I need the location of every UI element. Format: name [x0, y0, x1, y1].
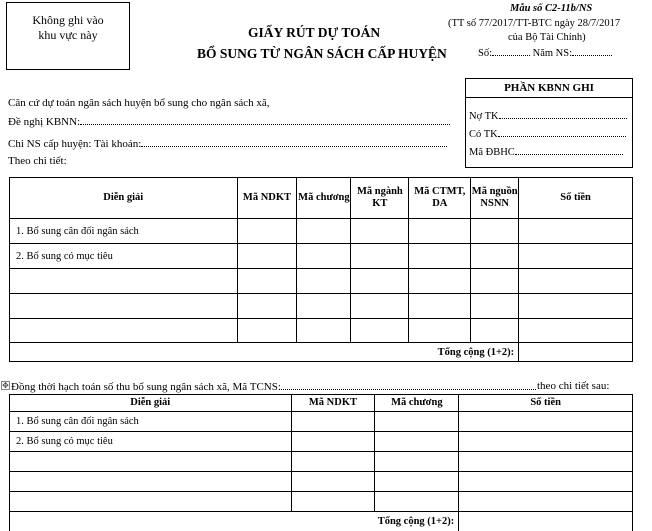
table-row	[10, 452, 633, 472]
table-row	[10, 244, 633, 269]
total-value-cell[interactable]	[459, 512, 633, 531]
table-cell[interactable]	[519, 269, 633, 294]
form-issuer: của Bộ Tài Chính)	[508, 32, 586, 43]
not-write-line1: Không ghi vào	[32, 13, 104, 27]
chi-ns-line	[8, 137, 447, 150]
row-label: 2. Bổ sung có mục tiêu	[10, 244, 238, 269]
header-dien-giai: Diễn giải	[10, 395, 292, 412]
header-ma-nganh-kt: Mã ngành KT	[351, 178, 409, 219]
de-nghi-line	[8, 115, 450, 128]
table-cell[interactable]	[519, 319, 633, 343]
chi-ns-dots[interactable]	[141, 137, 447, 147]
no-tk-label: Nợ TK	[469, 111, 499, 122]
row-label[interactable]	[10, 319, 238, 343]
table-cell[interactable]	[297, 319, 351, 343]
table-cell[interactable]	[459, 492, 633, 512]
table-cell[interactable]	[375, 412, 459, 432]
table-cell[interactable]	[375, 472, 459, 492]
ma-dbhc-dots[interactable]	[515, 145, 623, 155]
table-row	[10, 219, 633, 244]
table-cell[interactable]	[471, 319, 519, 343]
table-cell[interactable]	[237, 319, 297, 343]
no-tk-dots[interactable]	[499, 109, 627, 119]
table-row	[10, 472, 633, 492]
section-2-tail: theo chi tiết sau:	[537, 380, 610, 392]
chi-ns-label: Chi NS cấp huyện: Tài khoản:	[8, 138, 142, 150]
table-row	[10, 492, 633, 512]
table-cell[interactable]	[297, 219, 351, 244]
table-row	[10, 412, 633, 432]
table-cell[interactable]	[409, 269, 471, 294]
can-cu-text: Căn cứ dự toán ngân sách huyện bổ sung cho ngân sách xã,	[8, 97, 270, 109]
form-circular: (TT số 77/2017/TT-BTC ngày 28/7/2017	[448, 18, 621, 29]
table-row	[10, 319, 633, 343]
row-label: 1. Bổ sung cân đối ngân sách	[10, 219, 238, 244]
header-ma-nguon-nsnn: Mã nguồn NSNN	[471, 178, 519, 219]
co-tk-line	[469, 127, 626, 140]
table-1-total-row	[10, 343, 633, 362]
table-cell[interactable]	[375, 492, 459, 512]
row-label: 1. Bổ sung cân đối ngân sách	[10, 412, 292, 432]
table-cell[interactable]	[351, 294, 409, 319]
form-title: GIẤY RÚT DỰ TOÁN	[248, 25, 381, 40]
total-label: Tổng cộng (1+2):	[10, 512, 459, 531]
total-label: Tổng cộng (1+2):	[10, 343, 519, 362]
table-1	[9, 177, 633, 362]
form-subtitle: BỔ SUNG TỪ NGÂN SÁCH CẤP HUYỆN	[197, 46, 447, 61]
form-number-line	[478, 46, 612, 60]
table-cell[interactable]	[409, 244, 471, 269]
header-dien-giai: Diễn giải	[10, 178, 238, 219]
table-cell[interactable]	[297, 244, 351, 269]
table-cell[interactable]	[459, 472, 633, 492]
nam-ns-label: Năm NS:	[532, 48, 573, 59]
table-cell[interactable]	[291, 492, 375, 512]
table-row	[10, 432, 633, 452]
ma-dbhc-label: Mã ĐBHC	[469, 147, 515, 158]
section-2-text: Đồng thời hạch toán số thu bổ sung ngân sách xã, Mã TCNS:	[11, 381, 281, 393]
table-cell[interactable]	[459, 412, 633, 432]
table-2-total-row	[10, 512, 633, 531]
header-so-tien: Số tiền	[519, 178, 633, 219]
nam-ns-dots[interactable]	[572, 46, 612, 56]
header-so-tien: Số tiền	[459, 395, 633, 412]
table-cell[interactable]	[237, 244, 297, 269]
not-write-area-box	[6, 2, 130, 70]
row-label: 2. Bổ sung có mục tiêu	[10, 432, 292, 452]
table-cell[interactable]	[291, 472, 375, 492]
table-cell[interactable]	[291, 452, 375, 472]
no-tk-line	[469, 109, 627, 122]
header-ma-chuong: Mã chương	[375, 395, 459, 412]
row-label[interactable]	[10, 472, 292, 492]
table-cell[interactable]	[237, 219, 297, 244]
row-label[interactable]	[10, 492, 292, 512]
total-value-cell[interactable]	[519, 343, 633, 362]
table-cell[interactable]	[291, 432, 375, 452]
row-label[interactable]	[10, 452, 292, 472]
de-nghi-dots[interactable]	[80, 115, 450, 125]
table-2-header	[10, 395, 633, 412]
header-ma-ndkt: Mã NDKT	[291, 395, 375, 412]
header-ma-chuong: Mã chương	[297, 178, 351, 219]
kbnn-title: PHẦN KBNN GHI	[466, 79, 632, 98]
ma-dbhc-line	[469, 145, 623, 158]
row-label[interactable]	[10, 294, 238, 319]
table-cell[interactable]	[297, 269, 351, 294]
form-code: Mẫu số C2-11b/NS	[510, 3, 593, 14]
table-cell[interactable]	[459, 432, 633, 452]
table-cell[interactable]	[519, 244, 633, 269]
section-2-line	[11, 380, 536, 393]
table-cell[interactable]	[471, 219, 519, 244]
table-row	[10, 294, 633, 319]
so-dots[interactable]	[492, 46, 530, 56]
table-cell[interactable]	[297, 294, 351, 319]
move-handle-icon[interactable]: ✥	[2, 381, 9, 390]
table-cell[interactable]	[471, 294, 519, 319]
table-cell[interactable]	[351, 219, 409, 244]
header-ma-ndkt: Mã NDKT	[237, 178, 297, 219]
ma-tcns-dots[interactable]	[281, 380, 536, 390]
table-cell[interactable]	[409, 319, 471, 343]
table-cell[interactable]	[459, 452, 633, 472]
table-cell[interactable]	[351, 244, 409, 269]
kbnn-box	[465, 78, 633, 168]
table-cell[interactable]	[471, 269, 519, 294]
table-row	[10, 269, 633, 294]
table-cell[interactable]	[291, 412, 375, 432]
table-1-header	[10, 178, 633, 219]
table-cell[interactable]	[375, 452, 459, 472]
row-label[interactable]	[10, 269, 238, 294]
header-ma-ctmt-da: Mã CTMT, DA	[409, 178, 471, 219]
co-tk-label: Có TK	[469, 129, 498, 140]
table-2	[9, 394, 633, 531]
co-tk-dots[interactable]	[498, 127, 626, 137]
table-cell[interactable]	[237, 294, 297, 319]
table-cell[interactable]	[351, 319, 409, 343]
de-nghi-label: Đề nghị KBNN:	[8, 116, 81, 128]
table-cell[interactable]	[375, 432, 459, 452]
table-cell[interactable]	[409, 294, 471, 319]
table-cell[interactable]	[519, 219, 633, 244]
table-cell[interactable]	[409, 219, 471, 244]
table-cell[interactable]	[471, 244, 519, 269]
so-label: Số:	[478, 48, 493, 59]
table-cell[interactable]	[237, 269, 297, 294]
theo-chi-tiet-text: Theo chi tiết:	[8, 155, 67, 167]
table-cell[interactable]	[351, 269, 409, 294]
not-write-line2: khu vực này	[38, 28, 98, 42]
table-cell[interactable]	[519, 294, 633, 319]
